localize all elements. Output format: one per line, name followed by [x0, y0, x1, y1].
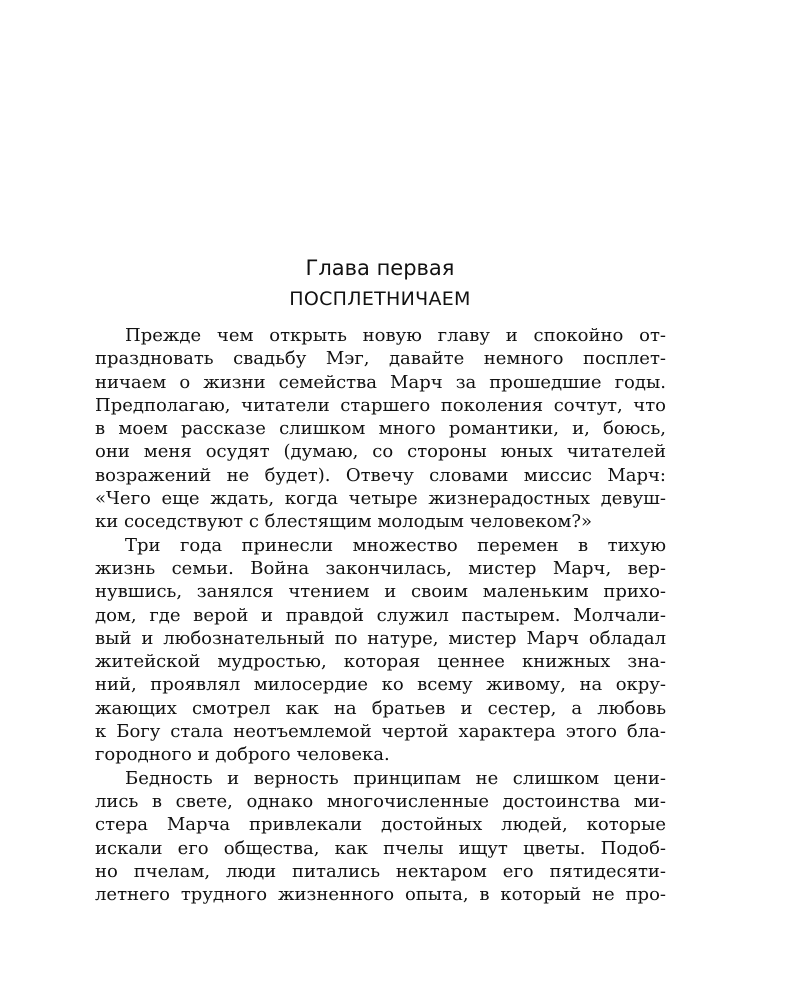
- text-line: ний, проявлял милосердие ко всему живому, на окру-: [95, 674, 666, 696]
- text-line: к Богу стала неотъемлемой чертой характера этого бла-: [95, 721, 666, 743]
- text-line: летнего трудного жизненного опыта, в который не про-: [95, 884, 666, 906]
- text-line: ничаем о жизни семейства Марч за прошедшие годы.: [95, 371, 666, 393]
- chapter-title: ПОСПЛЕТНИЧАЕМ: [289, 288, 471, 310]
- text-line: Три года принесли множество перемен в тихую: [125, 534, 666, 556]
- text-line: жизнь семьи. Война закончилась, мистер Марч, вер-: [95, 557, 666, 579]
- text-line: ки соседствуют с блестящим молодым человеком?»: [95, 511, 592, 533]
- text-line: Прежде чем открыть новую главу и спокойно от-: [125, 325, 666, 346]
- text-line: житейской мудростью, которая ценнее книжных зна-: [95, 651, 666, 673]
- text-line: дом, где верой и правдой служил пастырем. Молчали-: [95, 604, 666, 626]
- chapter-label: Глава первая: [305, 256, 455, 280]
- paragraph: [95, 767, 666, 907]
- text-line: но пчелам, люди питались нектаром его пятидесяти-: [95, 860, 666, 882]
- text-line: Бедность и верность принципам не слишком цени-: [125, 767, 666, 789]
- text-line: в моем рассказе слишком много романтики, и, боюсь,: [95, 418, 666, 440]
- text-line: нувшись, занялся чтением и своим маленьким прихо-: [95, 581, 666, 603]
- text-line: искали его общества, как пчелы ищут цветы. Подоб-: [95, 837, 666, 859]
- chapter-text: [95, 324, 666, 906]
- text-line: «Чего еще ждать, когда четыре жизнерадостных девуш-: [95, 488, 666, 510]
- text-line: городного и доброго человека.: [95, 744, 390, 766]
- text-line: они меня осудят (думаю, со стороны юных читателей: [95, 441, 666, 463]
- text-line: праздновать свадьбу Мэг, давайте немного посплет-: [95, 348, 666, 370]
- text-line: жающих смотрел как на братьев и сестер, а любовь: [95, 697, 666, 719]
- paragraph: [95, 324, 666, 534]
- text-line: Предполагаю, читатели старшего поколения сочтут, что: [95, 394, 666, 416]
- text-line: стера Марча привлекали достойных людей, которые: [95, 814, 666, 836]
- text-line: вый и любознательный по натуре, мистер Марч обладал: [95, 627, 666, 649]
- paragraph: [95, 534, 666, 767]
- text-line: возражений не будет). Отвечу словами миссис Марч:: [95, 464, 666, 486]
- text-line: лись в свете, однако многочисленные достоинства ми-: [95, 790, 666, 812]
